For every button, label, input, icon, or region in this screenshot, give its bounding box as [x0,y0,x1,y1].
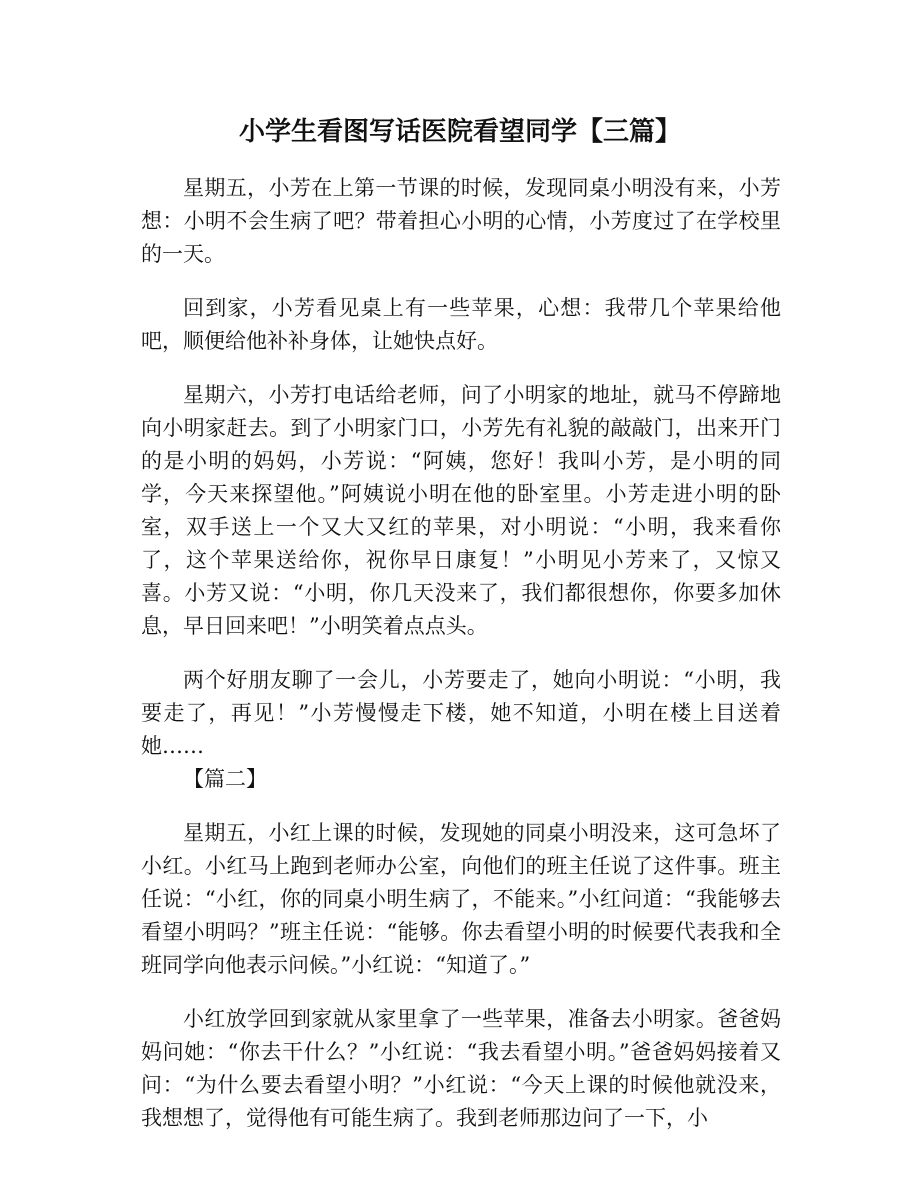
section-two-paragraph-1: 星期五，小红上课的时候，发现她的同桌小明没来，这可急坏了小红。小红马上跑到老师办公室，向他们的班主任说了这件事。班主任说：“小红，你的同桌小明生病了，不能来。”小红问道：“我能够去看望小明吗？”班主任说：“能够。你去看望小明的时候要代表我和全班同学向他表示问候。”小红说：“知道了。” [141,821,781,977]
section-two-heading: 【篇二】 [183,767,267,791]
paragraph-2: 回到家，小芳看见桌上有一些苹果，心想：我带几个苹果给他吧，顺便给他补补身体，让她快点好。 [141,296,781,353]
paragraph-1: 星期五，小芳在上第一节课的时候，发现同桌小明没有来，小芳想：小明不会生病了吧？带着担心小明的心情，小芳度过了在学校里的一天。 [141,176,781,266]
document-title: 小学生看图写话医院看望同学【三篇】 [238,117,681,147]
document-body [141,172,781,1135]
section-two-paragraph-2: 小红放学回到家就从家里拿了一些苹果，准备去小明家。爸爸妈妈问她：“你去干什么？”小红说：“我去看望小明。”爸爸妈妈接着又问：“为什么要去看望小明？”小红说：“今天上课的时候他就没来，我想想了，觉得他有可能生病了。我到老师那边问了一下，小 [141,1007,781,1130]
paragraph-4: 两个好朋友聊了一会儿，小芳要走了，她向小明说：“小明，我要走了，再见！”小芳慢慢走下楼，她不知道，小明在楼上目送着她…… [141,668,781,758]
paragraph-3: 星期六，小芳打电话给老师，问了小明家的地址，就马不停蹄地向小明家赶去。到了小明家门口，小芳先有礼貌的敲敲门，出来开门的是小明的妈妈，小芳说：“阿姨，您好！我叫小芳，是小明的同学，今天来探望他。”阿姨说小明在他的卧室里。小芳走进小明的卧室，双手送上一个又大又红的苹果，对小明说：“小明，我来看你了，这个苹果送给你，祝你早日康复！”小明见小芳来了，又惊又喜。小芳又说：“小明，你几天没来了，我们都很想你，你要多加休息，早日回来吧！”小明笑着点点头。 [141,383,781,638]
